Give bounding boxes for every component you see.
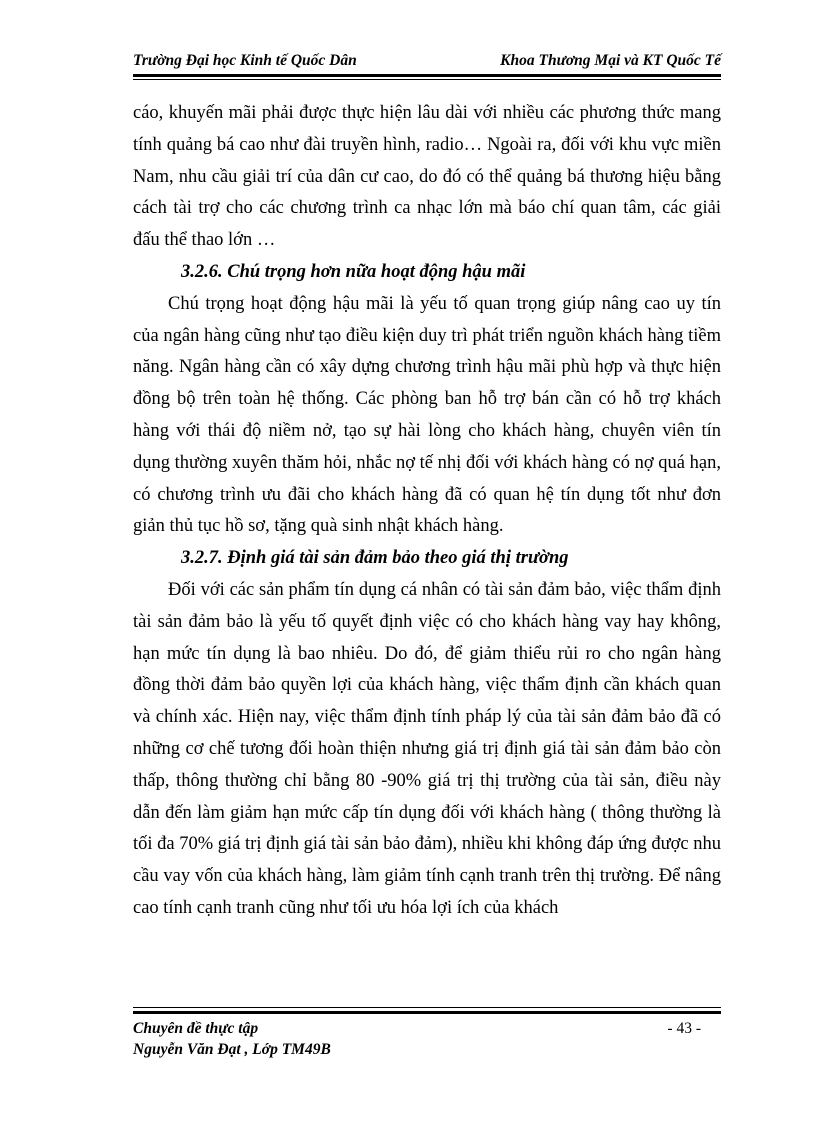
header-rule-thin [133,79,721,80]
page-body [133,98,721,925]
header-rule-thick [133,74,721,77]
footer-report-title: Chuyên đề thực tập [133,1020,259,1037]
page-header [133,50,721,74]
section-heading-3-2-6: 3.2.6. Chú trọng hơn nữa hoạt động hậu mãi [181,261,526,282]
page-number: - 43 - [667,1020,701,1037]
footer-rule-thin [133,1007,721,1008]
footer-author: Nguyễn Văn Đạt , Lớp TM49B [133,1041,331,1058]
paragraph-after-sales: Chú trọng hoạt động hậu mãi là yếu tố quan trọng giúp nâng cao uy tín của ngân hàng cũng như tạo điều kiện duy trì phát triển nguồn khách hàng tiềm năng. Ngân hàng cần có xây dựng chương trình hậu mãi phù hợp và thực hiện đồng bộ trên toàn hệ thống. Các phòng ban hỗ trợ bán cần có hỗ trợ khách hàng với thái độ niềm nở, tạo sự hài lòng cho khách hàng, chuyên viên tín dụng thường xuyên thăm hỏi, nhắc nợ tế nhị đối với khách hàng có nợ quá hạn, có chương trình ưu đãi cho khách hàng đã có quan hệ tín dụng tốt như đơn giản thủ tục hồ sơ, tặng quà sinh nhật khách hàng. [133,293,721,537]
section-heading-3-2-7: 3.2.7. Định giá tài sản đảm bảo theo giá thị trường [181,548,569,569]
paragraph-collateral-valuation: Đối với các sản phẩm tín dụng cá nhân có tài sản đảm bảo, việc thẩm định tài sản đảm bảo là yếu tố quyết định việc có cho khách hàng vay hay không, hạn mức tín dụng là bao nhiêu. Do đó, để giảm thiểu rủi ro cho ngân hàng đồng thời đảm bảo quyền lợi của khách hàng, việc thẩm định cần khách quan và chính xác. Hiện nay, việc thẩm định tính pháp lý của tài sản đảm bảo đã có những cơ chế tương đối hoàn thiện nhưng giá trị định giá tài sản đảm bảo còn thấp, thông thường chỉ bằng 80 -90% giá trị thị trường của tài sản, điều này dẫn đến làm giảm hạn mức cấp tín dụng đối với khách hàng ( thông thường là tối đa 70% giá trị định giá tài sản bảo đảm), nhiều khi không đáp ứng được nhu cầu vay vốn của khách hàng, làm giảm tính cạnh tranh trên thị trường. Để nâng cao tính cạnh tranh cũng như tối ưu hóa lợi ích của khách [133,579,721,918]
page-footer [133,1018,721,1060]
paragraph-continuation: cáo, khuyến mãi phải được thực hiện lâu dài với nhiều các phương thức mang tính quảng bá cao như đài truyền hình, radio… Ngoài ra, đối với khu vực miền Nam, nhu cầu giải trí của dân cư cao, do đó có thể quảng bá thương hiệu bằng cách tài trợ cho các chương trình ca nhạc lớn mà báo chí quan tâm, các giải đấu thể thao lớn … [133,103,721,251]
footer-rule-thick [133,1011,721,1014]
header-faculty: Khoa Thương Mại và KT Quốc Tế [500,52,721,69]
header-school: Trường Đại học Kinh tế Quốc Dân [133,52,357,69]
